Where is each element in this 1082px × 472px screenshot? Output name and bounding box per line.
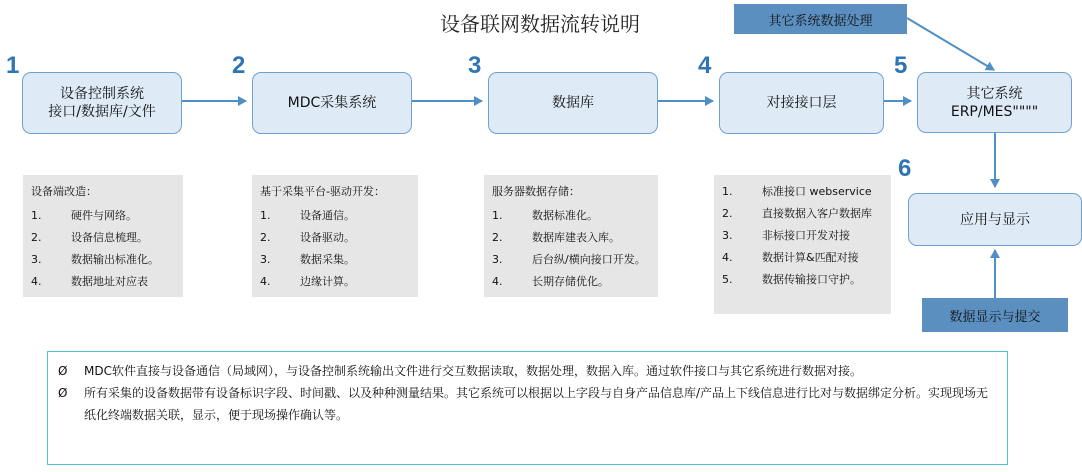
list-item: 3. 非标接口开发对接 — [722, 229, 850, 242]
node-2-line1: MDC采集系统 — [287, 95, 377, 111]
node-5-line2: ERP/MES"""" — [950, 103, 1039, 120]
bullet-icon: Ø — [58, 386, 68, 400]
list-item: 2. 设备信息梳理。 — [31, 231, 148, 244]
node-6-line1: 应用与显示 — [960, 211, 1030, 228]
note-text: MDC软件直接与设备通信（局域网），与设备控制系统输出文件进行交互数据读取，数据处理，数据入库。通过软件接口与其它系统进行数据对接。 — [84, 364, 862, 378]
list-item: 3. 后台纵/横向接口开发。 — [492, 253, 646, 266]
list-item: 2. 设备驱动。 — [260, 231, 355, 244]
list-item: 1. 数据标准化。 — [492, 209, 598, 222]
list-item: 4. 数据地址对应表 — [31, 275, 148, 288]
node-database — [488, 72, 658, 134]
arrow-top-to-5 — [907, 18, 994, 70]
node-application-display — [908, 193, 1082, 246]
node-4-line1: 对接接口层 — [766, 95, 837, 111]
list-item: 4. 数据计算&匹配对接 — [722, 251, 859, 264]
list-item: 4. 长期存储优化。 — [492, 275, 609, 288]
step-number-3: 3 — [468, 52, 482, 79]
list-item: 4. 边缘计算。 — [260, 275, 355, 288]
list-item: 1. 设备通信。 — [260, 209, 355, 222]
box-other-system-processing: 其它系统数据处理 — [734, 4, 907, 34]
node-3-line1: 数据库 — [552, 95, 594, 111]
node-other-systems — [917, 72, 1072, 133]
diagram-title: 设备联网数据流转说明 — [440, 12, 640, 36]
node-1-line2: 接口/数据库/文件 — [48, 104, 156, 120]
step-number-6: 6 — [898, 155, 912, 182]
node-1-line1: 设备控制系统 — [60, 86, 144, 102]
note-text: 所有采集的设备数据带有设备标识字段、时间戳、以及种种测量结果。其它系统可以根据以上字段与自身产品信息库/产品上下线信息进行比对与数据绑定分析。实现现场无纸化终端数据关联，显示，便于现场操作确认等。 — [84, 386, 989, 422]
step-number-2: 2 — [232, 52, 246, 79]
list-item: 1. 硬件与网络。 — [31, 209, 137, 222]
box-data-display-submit: 数据显示与提交 — [922, 298, 1068, 332]
list-header: 服务器数据存储： — [492, 185, 580, 198]
list-interface-options — [714, 175, 891, 314]
step-number-4: 4 — [698, 52, 712, 79]
list-driver-development — [252, 175, 418, 297]
list-server-storage — [484, 175, 658, 297]
list-item: 1. 标准接口 webservice — [722, 185, 872, 198]
list-item: 5. 数据传输接口守护。 — [722, 273, 861, 286]
node-mdc-collection-system — [252, 72, 412, 134]
step-number-1: 1 — [6, 52, 20, 79]
list-item: 3. 数据采集。 — [260, 253, 355, 266]
node-5-line1: 其它系统 — [966, 85, 1023, 102]
step-number-5: 5 — [894, 52, 908, 79]
node-device-control-system — [22, 72, 182, 134]
list-item: 3. 数据输出标准化。 — [31, 253, 159, 266]
notes-box — [47, 351, 1008, 465]
list-header: 设备端改造： — [31, 185, 97, 198]
list-item: 2. 数据库建表入库。 — [492, 231, 620, 244]
list-device-side — [23, 175, 183, 297]
list-item: 2. 直接数据入客户数据库 — [722, 207, 872, 220]
note-line — [58, 360, 997, 382]
bullet-icon: Ø — [58, 364, 68, 378]
node-interface-layer — [719, 72, 884, 134]
note-line — [58, 382, 997, 426]
list-header: 基于采集平台-驱动开发： — [260, 185, 385, 198]
